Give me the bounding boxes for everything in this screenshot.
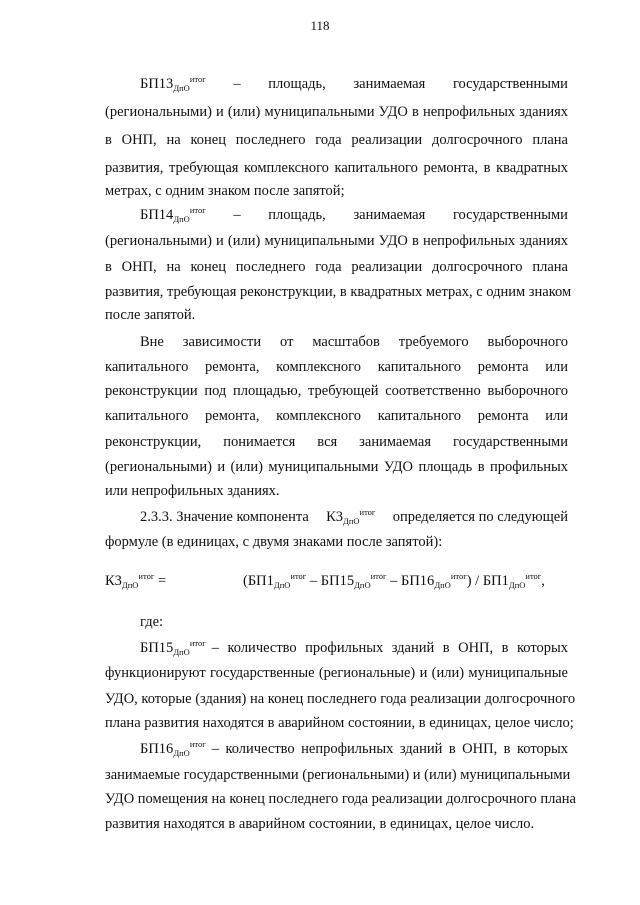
para-bp14-line: после запятой.: [105, 307, 196, 323]
para-bp14-line-1: $БП14_{ДпО}^{итог}$ – площадь, занимаемая государственными: [140, 205, 568, 224]
para-note-line: капитального ремонта, комплексного капитального ремонта или: [105, 408, 568, 424]
formula-rhs: $(БП1_{ДпО}^{итог} - БП15_{ДпО}^{итог} - БП16_{ДпО}^{итог}) / БП1_{ДпО}^{итог}$,: [243, 571, 545, 590]
where-label: где:: [140, 614, 164, 630]
para-bp14-line: в ОНП, на конец последнего года реализации долгосрочного плана: [105, 259, 568, 275]
para-note-line: Вне зависимости от масштабов требуемого выборочного: [140, 334, 568, 350]
para-bp13-line: метрах, с одним знаком после запятой;: [105, 183, 345, 199]
para-note-line: или непрофильных зданиях.: [105, 483, 280, 499]
para-note-line: реконструкции под площадью, требующей соответственно выборочного: [105, 383, 568, 399]
symbol-bp13: $БП13_{ДпО}^{итог}$: [140, 74, 206, 93]
para-bp16-line: развития находятся в аварийном состоянии, в единицах, целое число.: [105, 816, 535, 832]
formula-lhs: $К3_{ДпО}^{итог}$ =: [105, 571, 167, 590]
para-bp14-line: развития, требующая реконструкции, в квадратных метрах, с одним знаком: [105, 284, 572, 300]
symbol-bp14: $БП14_{ДпО}^{итог}$: [140, 205, 206, 224]
para-bp13-line: развития, требующая комплексного капитального ремонта, в квадратных: [105, 160, 568, 176]
para-bp13-line: в ОНП, на конец последнего года реализации долгосрочного плана: [105, 132, 568, 148]
para-bp13-line: (региональными) и (или) муниципальными УДО в непрофильных зданиях: [105, 104, 568, 120]
para-bp16-line: занимаемые государственными (региональными) и (или) муниципальными: [105, 767, 571, 783]
para-bp13-line-1: $БП13_{ДпО}^{итог}$ – площадь, занимаемая государственными: [140, 74, 568, 93]
para-bp16-line: УДО помещения на конец последнего года реализации долгосрочного плана: [105, 791, 576, 807]
para-233-line-2: формуле (в единицах, с двумя знаками после запятой):: [105, 534, 443, 550]
para-bp15-line: УДО, которые (здания) на конец последнего года реализации долгосрочного: [105, 691, 576, 707]
para-note-line: реконструкции, понимается вся занимаемая государственными: [105, 434, 568, 450]
symbol-bp15: $БП15_{ДпО}^{итог}$: [140, 638, 206, 657]
para-bp16-line-1: $БП16_{ДпО}^{итог}$ – количество непрофильных зданий в ОНП, в которых: [140, 739, 569, 758]
para-bp14-line: (региональными) и (или) муниципальными УДО в непрофильных зданиях: [105, 233, 568, 249]
para-233-line-1: 2.3.3. Значение компонента $К3_{ДпО}^{итог}$ определяется по следующей: [140, 507, 568, 526]
para-bp15-line: функционируют государственные (региональные) и (или) муниципальные: [105, 665, 568, 681]
para-note-line: капитального ремонта, комплексного капитального ремонта или: [105, 359, 568, 375]
symbol-bp16: $БП16_{ДпО}^{итог}$: [140, 739, 206, 758]
page-number: 118: [310, 18, 330, 33]
para-bp15-line-1: $БП15_{ДпО}^{итог}$ – количество профильных зданий в ОНП, в которых: [140, 638, 568, 657]
para-note-line: (региональными) и (или) муниципальными УДО площадь в профильных: [105, 459, 568, 475]
symbol-k3: $К3_{ДпО}^{итог}$: [326, 507, 376, 526]
para-bp15-line: плана развития находятся в аварийном состоянии, в единицах, целое число;: [105, 715, 574, 731]
